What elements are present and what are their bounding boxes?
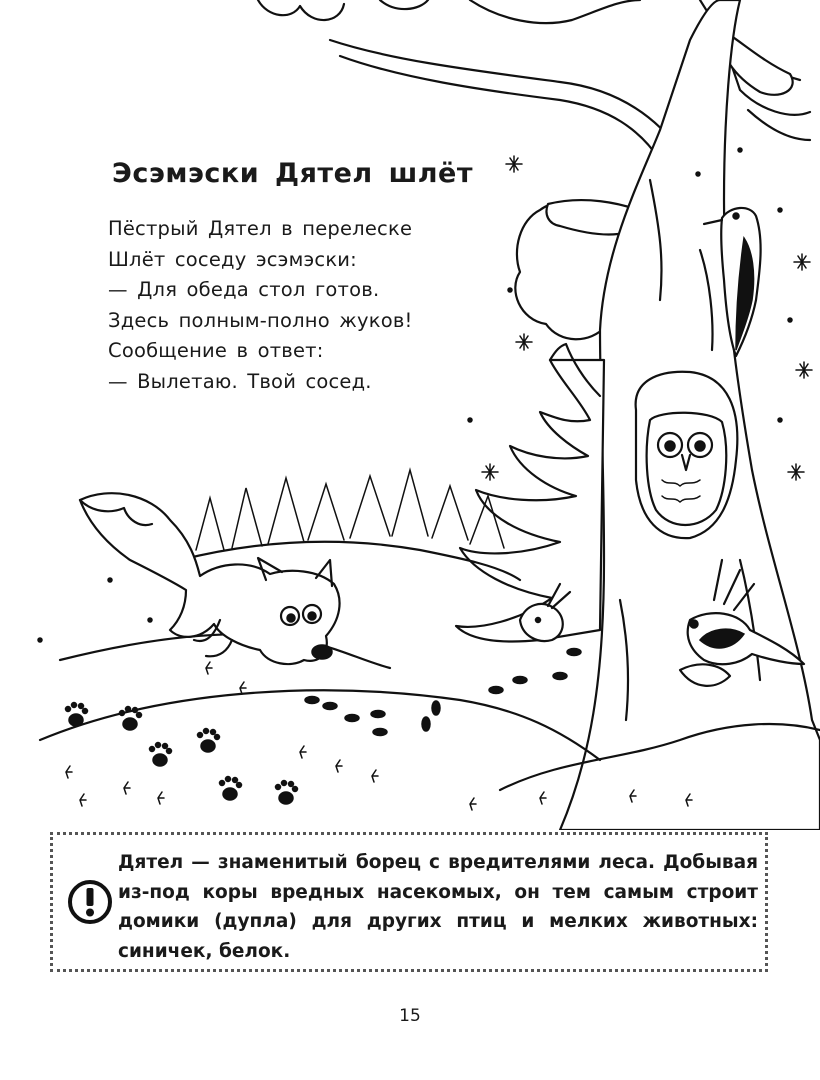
paw-prints: [66, 703, 298, 805]
owl: [636, 372, 738, 538]
poem-body: [108, 214, 413, 397]
exclamation-icon: [66, 878, 114, 926]
poem-line: Шлёт соседу эсэмэски:: [108, 247, 357, 271]
poem-line: — Для обеда стол готов.: [108, 278, 380, 301]
poem-title: Эсэмэски Дятел шлёт: [112, 158, 473, 189]
fir-tree: [456, 344, 604, 641]
poem-line: Сообщение в ответ:: [108, 339, 324, 362]
page-number: 15: [399, 1006, 421, 1026]
poem-line: — Вылетаю. Твой сосед.: [108, 369, 372, 393]
background-forest: [196, 470, 504, 550]
fact-text: Дятел — знаменитый борец с вредителями леса. Добывая из-под коры вредных насекомых, он тем самым строит домики (дупла) для других птиц и мелких животных: синичек, белок.: [118, 852, 758, 962]
poem-line: Здесь полным-полно жуков!: [108, 308, 413, 332]
fox: [80, 493, 340, 664]
poem-line: Пёстрый Дятел в перелеске: [108, 217, 413, 240]
